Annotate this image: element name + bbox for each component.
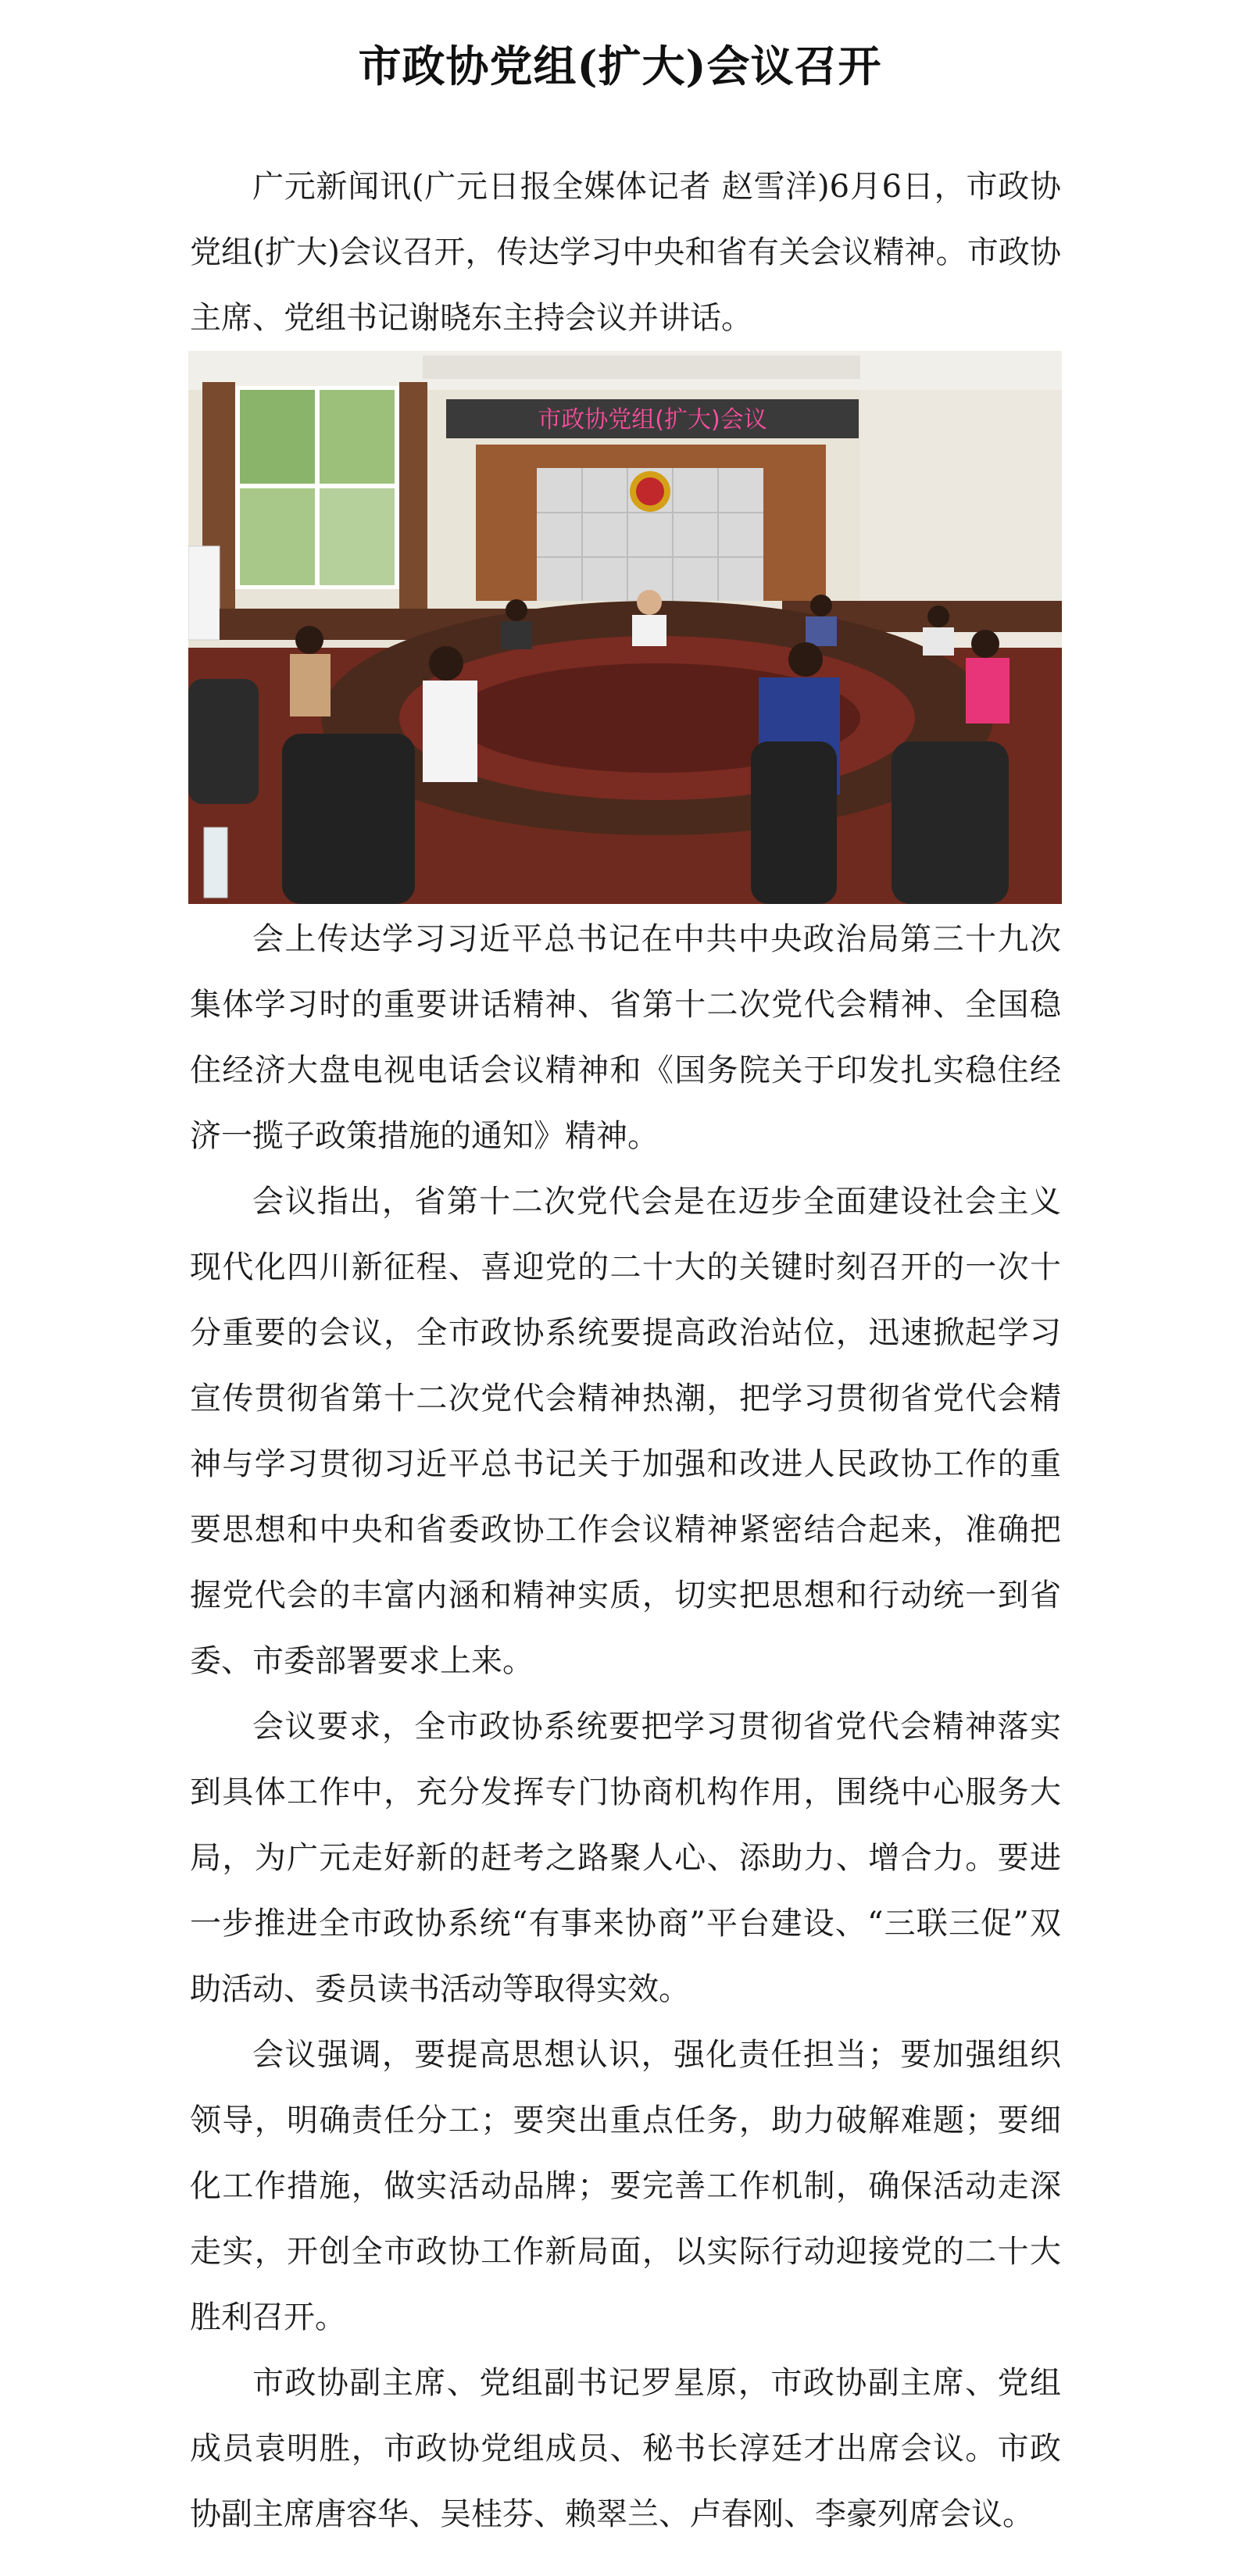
- article-paragraph: 会上传达学习习近平总书记在中共中央政治局第三十九次集体学习时的重要讲话精神、省第十二次党代会精神、全国稳住经济大盘电视电话会议精神和《国务院关于印发扎实稳住经济一揽子政策措施的通知》精神。: [190, 921, 1061, 1154]
- article-paragraph: 会议强调，要提高思想认识，强化责任担当；要加强组织领导，明确责任分工；要突出重点任务，助力破解难题；要细化工作措施，做实活动品牌；要完善工作机制，确保活动走深走实，开创全市政协工作新局面，以实际行动迎接党的二十大胜利召开。: [190, 2037, 1061, 2335]
- article-paragraph: 市政协副主席、党组副书记罗星原，市政协副主席、党组成员袁明胜，市政协党组成员、秘书长淳廷才出席会议。市政协副主席唐容华、吴桂芬、赖翠兰、卢春刚、李豪列席会议。: [190, 2365, 1061, 2532]
- article-paragraph: 会议要求，全市政协系统要把学习贯彻省党代会精神落实到具体工作中，充分发挥专门协商机构作用，围绕中心服务大局，为广元走好新的赶考之路聚人心、添助力、增合力。要进一步推进全市政协系统“有事来协商”平台建设、“三联三促”双助活动、委员读书活动等取得实效。: [190, 1709, 1061, 2007]
- article-paragraph: 会议指出，省第十二次党代会是在迈步全面建设社会主义现代化四川新征程、喜迎党的二十大的关键时刻召开的一次十分重要的会议，全市政协系统要提高政治站位，迅速掀起学习宣传贯彻省第十二次党代会精神热潮，把学习贯彻省党代会精神与学习贯彻习近平总书记关于加强和改进人民政协工作的重要思想和中央和省委政协工作会议精神紧密结合起来，准确把握党代会的丰富内涵和精神实质，切实把思想和行动统一到省委、市委部署要求上来。: [190, 1184, 1061, 1679]
- article-paragraph: 广元新闻讯(广元日报全媒体记者 赵雪洋)6月6日，市政协党组(扩大)会议召开，传达学习中央和省有关会议精神。市政协主席、党组书记谢晓东主持会议并讲话。: [190, 169, 1061, 336]
- meeting-photo: [188, 351, 1062, 904]
- photo-banner-text: 市政协党组(扩大)会议: [538, 406, 767, 434]
- article-title: 市政协党组(扩大)会议召开: [358, 40, 882, 91]
